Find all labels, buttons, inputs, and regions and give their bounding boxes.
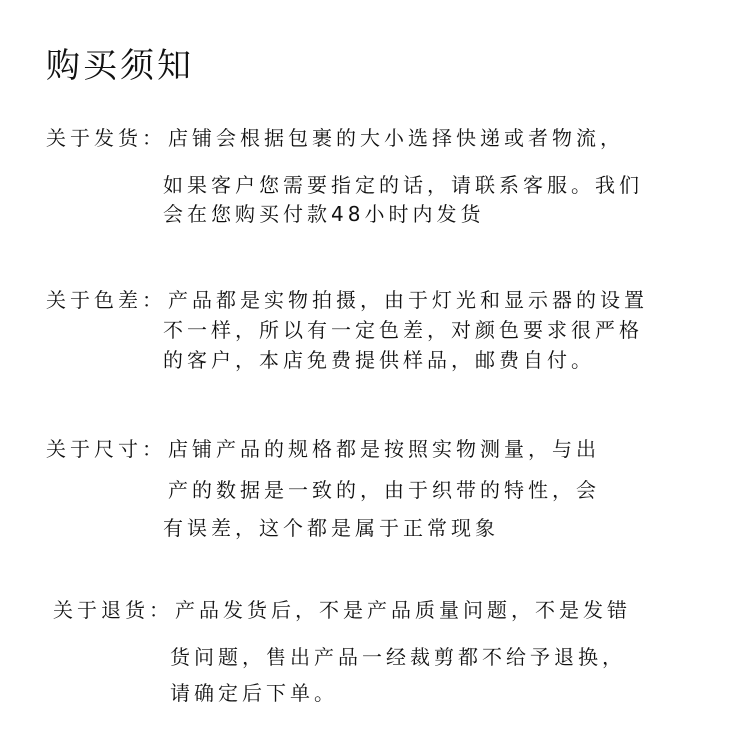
section-label: 关于退货： <box>53 598 173 622</box>
section-line: 会在您购买付款48小时内发货 <box>163 202 485 226</box>
section-line: 请确定后下单。 <box>170 681 338 705</box>
section-label: 关于色差： <box>46 288 166 312</box>
section-line: 店铺会根据包裹的大小选择快递或者物流， <box>168 126 624 150</box>
section-line: 的客户，本店免费提供样品，邮费自付。 <box>163 348 595 372</box>
section-line: 有误差，这个都是属于正常现象 <box>163 516 499 540</box>
section-line: 店铺产品的规格都是按照实物测量，与出 <box>168 437 600 461</box>
section-label: 关于尺寸： <box>46 437 166 461</box>
section-label: 关于发货： <box>46 126 166 150</box>
section-line: 产品发货后，不是产品质量问题，不是发错 <box>175 598 631 622</box>
page-title: 购买须知 <box>46 46 194 86</box>
section-line: 产的数据是一致的，由于织带的特性，会 <box>168 478 600 502</box>
section-line: 不一样，所以有一定色差，对颜色要求很严格 <box>163 318 643 342</box>
section-line: 产品都是实物拍摄，由于灯光和显示器的设置 <box>168 288 648 312</box>
section-line: 货问题，售出产品一经裁剪都不给予退换， <box>170 645 626 669</box>
section-line: 如果客户您需要指定的话，请联系客服。我们 <box>163 173 643 197</box>
